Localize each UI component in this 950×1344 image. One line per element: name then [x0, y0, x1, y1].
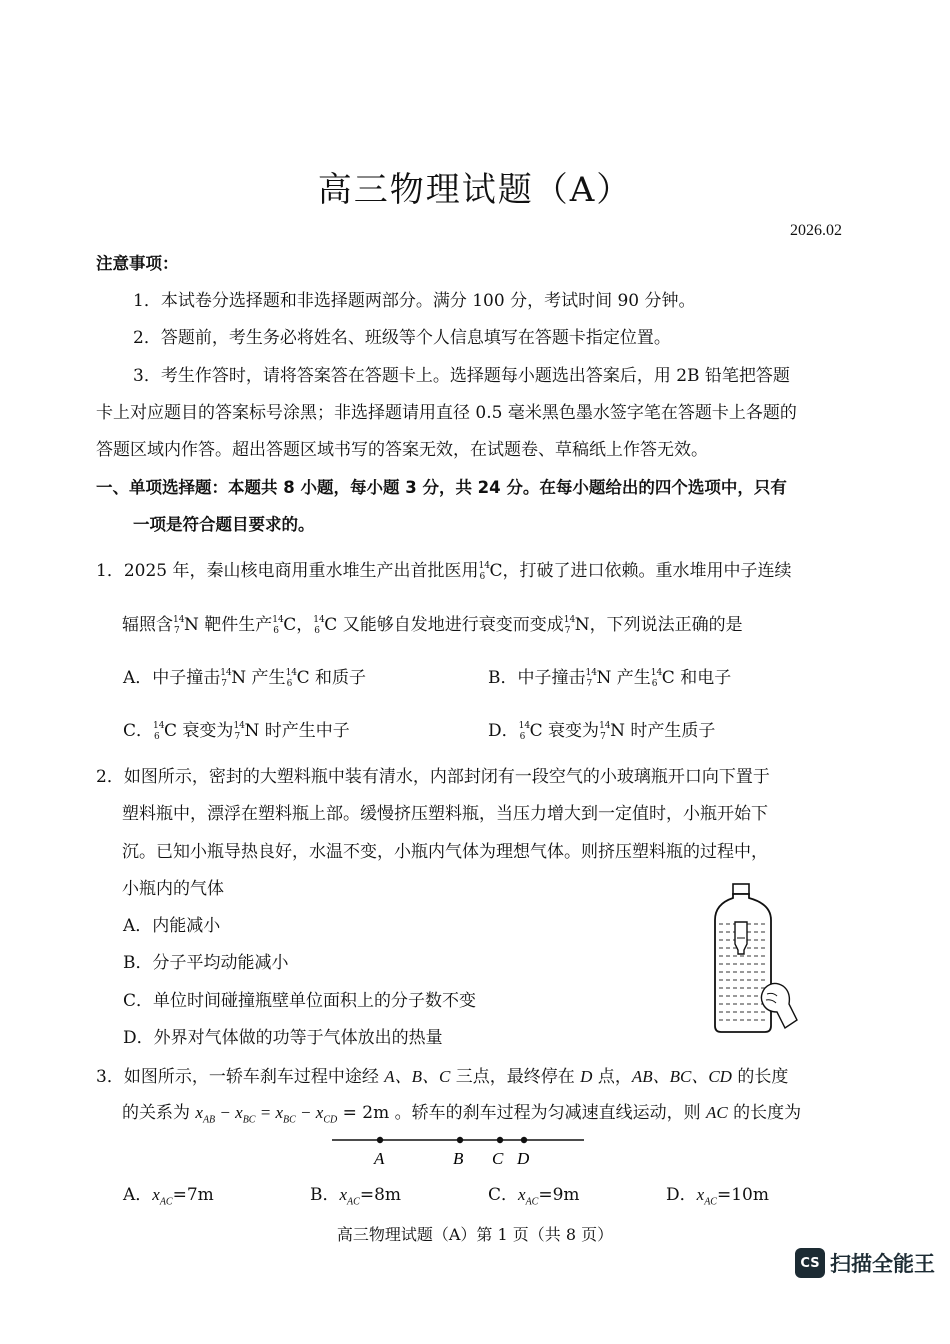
points-line-diagram	[330, 1130, 590, 1170]
q2-option-c: C．单位时间碰撞瓶壁单位面积上的分子数不变	[123, 991, 477, 1011]
q1-option-d: D． 14 6 C 衰变为 14 7 N 时产生质子	[488, 721, 716, 742]
q2-line2: 塑料瓶中，漂浮在塑料瓶上部。缓慢挤压塑料瓶，当压力增大到一定值时，小瓶开始下	[122, 804, 768, 824]
page-footer: 高三物理试题（A）第 1 页（共 8 页）	[336, 1225, 614, 1244]
label-b: B	[453, 1149, 464, 1168]
q3-option-a: A．$x_{AC}=7m$	[123, 1185, 214, 1208]
bottle-cap	[733, 884, 749, 894]
notice-item-3-line3: 答题区域内作答。超出答题区域书写的答案无效，在试题卷、草稿纸上作答无效。	[96, 440, 708, 460]
bottle-figure	[705, 880, 800, 1035]
label-d: D	[517, 1149, 530, 1168]
equation: $x_{AB} - x_{BC} = x_{BC} - x_{CD}$	[195, 1103, 338, 1126]
notice-item-3-line2: 卡上对应题目的答案标号涂黑；非选择题请用直径 0.5 毫米黑色墨水签字笔在答题卡上各题的	[96, 403, 797, 423]
nuclide-n14: 14 7	[599, 721, 611, 742]
notice-item-2: 2．答题前，考生务必将姓名、班级等个人信息填写在答题卡指定位置。	[133, 328, 671, 348]
camscanner-logo	[795, 1248, 935, 1278]
nuclide-c14: 14 6	[313, 615, 325, 636]
label-c: C	[492, 1149, 504, 1168]
nuclide-n14: 14 7	[563, 615, 576, 636]
q2-line4: 小瓶内的气体	[122, 879, 224, 899]
q3-option-c: C．$x_{AC}=9m$	[488, 1185, 580, 1208]
q2-option-a: A．内能减小	[123, 916, 221, 936]
q2-option-b: B．分子平均动能减小	[123, 953, 289, 973]
notice-item-1: 1．本试卷分选择题和非选择题两部分。满分 100 分，考试时间 90 分钟。	[133, 291, 696, 311]
nuclide-n14: 14 7	[233, 721, 245, 742]
point-c	[497, 1137, 503, 1143]
q2-option-d: D．外界对气体做的功等于气体放出的热量	[123, 1028, 443, 1048]
notice-item-3-line1: 3．考生作答时，请将答案答在答题卡上。选择题每小题选出答案后，用 2B 铅笔把答题	[133, 366, 790, 386]
nuclide-c14: 14 6	[272, 615, 284, 636]
exam-date: 2026.02	[790, 222, 842, 239]
nuclide-n14: 14 7	[220, 668, 232, 689]
q2-line1: 2．如图所示，密封的大塑料瓶中装有清水，内部封闭有一段空气的小玻璃瓶开口向下置于	[96, 767, 770, 787]
notice-heading: 注意事项：	[96, 254, 179, 273]
q2-line3: 沉。已知小瓶导热良好，水温不变，小瓶内气体为理想气体。则挤压塑料瓶的过程中，	[122, 842, 768, 862]
nuclide-c14: 14 6	[650, 668, 663, 689]
section-heading-line2: 一项是符合题目要求的。	[133, 515, 315, 534]
point-a	[377, 1137, 383, 1143]
logo-badge: CS	[795, 1248, 825, 1278]
q3-option-d: D．$x_{AC}=10m$	[666, 1185, 769, 1208]
nuclide-n14: 14 7	[585, 668, 597, 689]
q3-line1: 3．如图所示，一轿车刹车过程中途经 A、B、C 三点，最终停在 D 点，AB、BC、CD 的长度	[96, 1067, 789, 1087]
section-heading-line1: 一、单项选择题：本题共 8 小题，每小题 3 分，共 24 分。在每小题给出的四个选项中，只有	[96, 478, 787, 497]
plastic-bottle	[715, 894, 771, 1032]
page-title: 高三物理试题（A）	[317, 170, 633, 210]
q1-option-a: A．中子撞击 14 7 N 产生 14 6 C 和质子	[123, 668, 366, 689]
label-a: A	[374, 1149, 385, 1168]
logo-text: 扫描全能王	[830, 1252, 935, 1276]
nuclide-c14: 14 6	[153, 721, 165, 742]
q1-line1: 1．2025 年，秦山核电商用重水堆生产出首批医用 14 6 C，打破了进口依赖。重水堆用中子连续	[96, 561, 792, 582]
q1-option-c: C． 14 6 C 衰变为 14 7 N 时产生中子	[123, 721, 350, 742]
q3-option-b: B．$x_{AC}=8m$	[310, 1185, 402, 1208]
q3-line2: 的关系为 $x_{AB} - x_{BC} = x_{BC} - x_{CD} = 2m$ 。轿车的刹车过程为匀减速直线运动，则 AC 的长度为	[122, 1103, 802, 1126]
point-d	[521, 1137, 527, 1143]
q1-line2: 辐照含 14 7 N 靶件生产 14 6 C， 14 6 C 又能够自发地进行衰变而变成 14 7 N，下列说法正确的是	[122, 615, 743, 636]
nuclide-n14: 14 7	[173, 615, 185, 636]
q1-option-b: B．中子撞击 14 7 N 产生 14 6 C 和电子	[488, 668, 732, 689]
nuclide-c14: 14 6	[285, 668, 298, 689]
nuclide-c14: 14 6	[518, 721, 531, 742]
point-b	[457, 1137, 463, 1143]
nuclide-c14: 14 6	[478, 561, 490, 582]
